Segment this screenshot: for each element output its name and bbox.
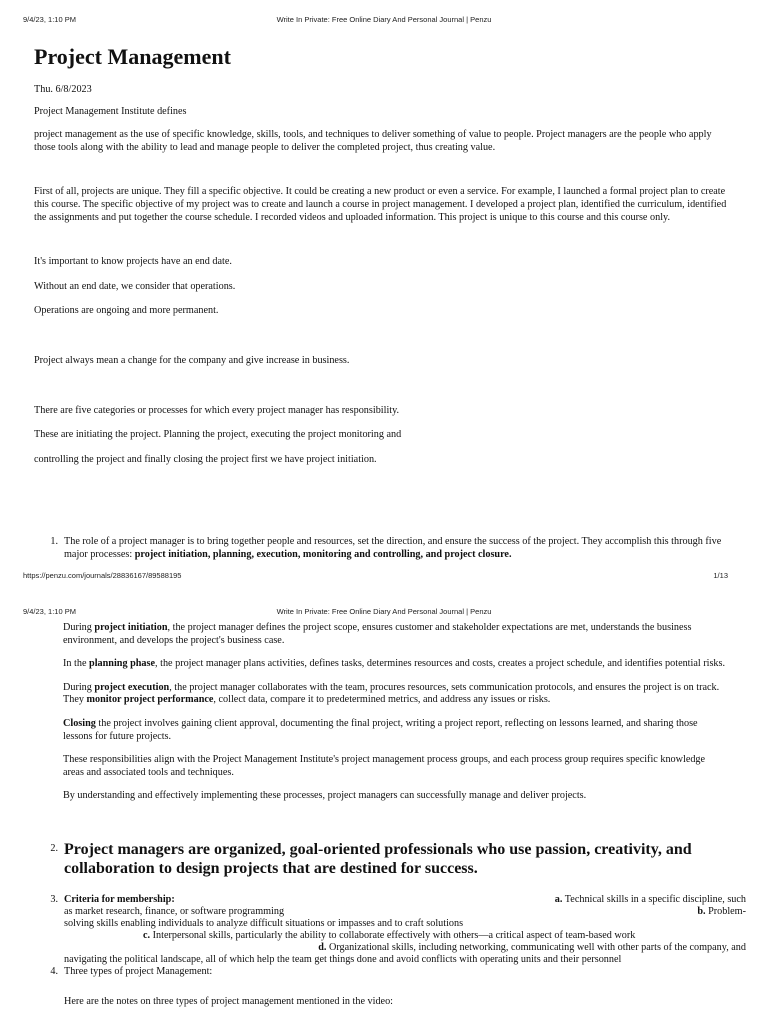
list-text: solving skills enabling individuals to analyze difficult situations or impasses and to craft solutions [64, 918, 464, 929]
page-2-content [63, 622, 727, 803]
paragraph: During project execution, the project manager collaborates with the team, procures resources, sets communication protocols, and ensures the project is on track. They monitor project performance, collect data, compare it to predetermined metrics, and address any issues or risks. [63, 681, 720, 706]
criteria-b: b. Problem- [697, 906, 746, 917]
page-title: Project Management [34, 44, 231, 69]
list-number: 2. [50, 843, 58, 854]
list-text: Three types of project Management: [64, 966, 213, 977]
paragraph: Project always mean a change for the company and give increase in business. [34, 354, 350, 366]
paragraph: project management as the use of specific knowledge, skills, tools, and techniques to deliver something of value to people. Project managers are the people who apply those tools along with the ability to lead and manage people to deliver the completed project, thus creating value. [34, 129, 712, 153]
page-1-content [34, 40, 734, 466]
paragraph: There are five categories or processes for which every project manager has responsibility. [34, 404, 400, 416]
list-item-3 [48, 894, 746, 966]
header-title: Write In Private: Free Online Diary And Personal Journal | Penzu [276, 607, 492, 616]
list-number: 1. [50, 536, 58, 547]
footer-url: https://penzu.com/journals/28836167/89588195 [23, 571, 182, 580]
paragraph: By understanding and effectively implementing these processes, project managers can successfully manage and deliver projects. [63, 790, 587, 802]
list-text-bold: project initiation, planning, execution, monitoring and controlling, and project closure. [134, 548, 512, 560]
list-number: 4. [50, 966, 58, 977]
entry-date: Thu. 6/8/2023 [34, 84, 92, 95]
header-datetime: 9/4/23, 1:10 PM [23, 15, 76, 24]
paragraph: In the planning phase, the project manager plans activities, defines tasks, determines resources and costs, creates a project schedule, and identifies potential risks. [63, 658, 726, 670]
paragraph: First of all, projects are unique. They fill a specific objective. It could be creating a new product or even a service. For example, I launched a formal project plan to create this course. The specific objective of my project was to create and launch a course in project management. I developed a project plan, identified the curriculum, identified the assignments and put together the course schedule. I recorded videos and uploaded information. This project is unique to this course and this course only. [34, 186, 727, 223]
criteria-d: d. Organizational skills, including networking, communicating well with other parts of the company, and [318, 942, 746, 953]
list-item-4 [48, 966, 738, 978]
paragraph: It's important to know projects have an end date. [34, 256, 232, 268]
paragraph: During project initiation, the project manager defines the project scope, ensures customer and stakeholder expectations are met, understands the business environment, and develops the project's business case. [63, 622, 692, 646]
header-datetime: 9/4/23, 1:10 PM [23, 607, 76, 616]
paragraph: These responsibilities align with the Project Management Institute's project management process groups, and each process group requires specific knowledge areas and associated tools and techniques. [63, 754, 706, 778]
header-title: Write In Private: Free Online Diary And Personal Journal | Penzu [276, 15, 492, 24]
list-text: as market research, finance, or software programming [64, 906, 285, 917]
paragraph: Here are the notes on three types of project management mentioned in the video: [64, 996, 393, 1007]
list-text: navigating the political landscape, all of which help the team get things done and avoid conflicts with operating units and their personnel [64, 954, 622, 965]
criteria-c: c. Interpersonal skills, particularly the ability to collaborate effectively with others—a critical aspect of team-based work [143, 930, 636, 941]
footer-page: 1/13 [713, 571, 728, 580]
paragraph: Operations are ongoing and more permanent. [34, 305, 219, 317]
list-item-2 [48, 840, 738, 878]
list-text: The role of a project manager is to bring together people and resources, set the direction, and ensure the success of the project. They accomplish this through five major processes: [64, 536, 722, 560]
paragraph: Without an end date, we consider that operations. [34, 280, 236, 292]
criteria-a: a. Technical skills in a specific discipline, such [554, 894, 746, 905]
list-item-1 [48, 536, 738, 561]
paragraph: Closing the project involves gaining client approval, documenting the final project, writing a project report, reflecting on lessons learned, and sharing those lessons for future projects. [63, 717, 698, 742]
paragraph: controlling the project and finally closing the project first we have project initiation. [34, 453, 377, 465]
list-number: 3. [50, 894, 58, 905]
list-text-bold: Criteria for membership: [64, 894, 175, 905]
paragraph: These are initiating the project. Planning the project, executing the project monitoring and [34, 429, 402, 441]
paragraph: Project Management Institute defines [34, 105, 187, 117]
list-text-bold: Project managers are organized, goal-oriented professionals who use passion, creativity, and collaboration to design projects that are destined for success. [64, 841, 692, 877]
